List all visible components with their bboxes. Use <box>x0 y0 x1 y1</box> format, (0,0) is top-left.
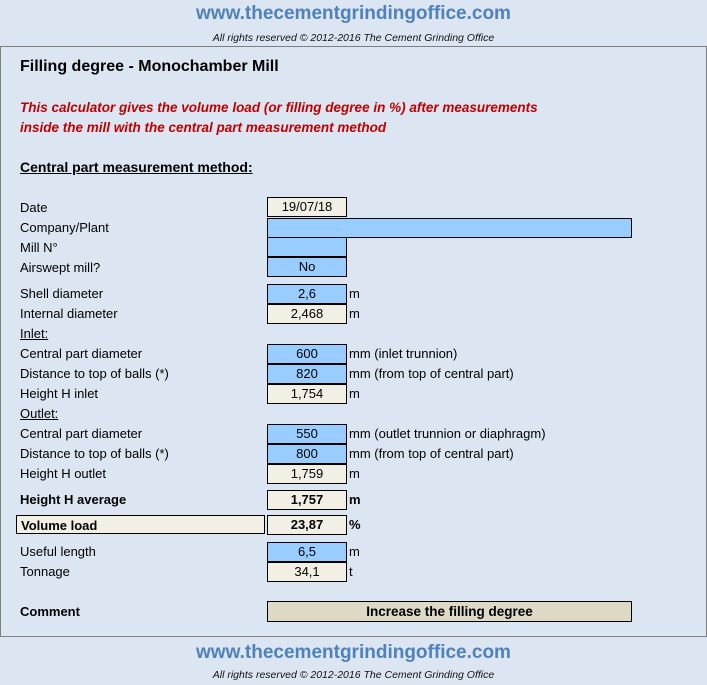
date-label: Date <box>20 200 48 215</box>
page-title: Filling degree - Monochamber Mill <box>20 58 279 75</box>
internal-diameter-value: 2,468 <box>267 304 347 324</box>
height-average-unit: m <box>349 492 361 507</box>
description-line-1: This calculator gives the volume load (or filling degree in %) after measurements <box>20 100 538 115</box>
shell-diameter-unit: m <box>349 286 360 301</box>
header-divider <box>0 46 707 47</box>
inlet-heading: Inlet: <box>20 326 49 341</box>
outlet-height-label: Height H outlet <box>20 466 106 481</box>
tonnage-label: Tonnage <box>20 564 70 579</box>
header-url: www.thecementgrindingoffice.com <box>196 3 511 24</box>
useful-length-field[interactable]: 6,5 <box>267 542 347 562</box>
useful-length-label: Useful length <box>20 544 96 559</box>
outlet-central-diameter-label: Central part diameter <box>20 426 143 441</box>
footer-copyright: All rights reserved © 2012-2016 The Cement Grinding Office <box>212 669 495 681</box>
outlet-distance-field[interactable]: 800 <box>267 444 347 464</box>
volume-load-label: Volume load <box>16 515 265 534</box>
volume-load-unit: % <box>349 517 361 532</box>
airswept-field[interactable]: No <box>267 257 347 277</box>
section-title: Central part measurement method: <box>20 159 253 175</box>
outlet-heading: Outlet: <box>20 406 59 421</box>
tonnage-value: 34,1 <box>267 562 347 582</box>
internal-diameter-unit: m <box>349 306 360 321</box>
inlet-central-diameter-unit: mm (inlet trunnion) <box>349 346 458 361</box>
inlet-distance-label: Distance to top of balls (*) <box>20 366 169 381</box>
inlet-height-unit: m <box>349 386 360 401</box>
company-label: Company/Plant <box>20 220 109 235</box>
footer-divider <box>0 636 707 637</box>
tonnage-unit: t <box>349 564 353 579</box>
mill-no-field[interactable] <box>267 237 347 257</box>
company-field[interactable] <box>267 218 632 238</box>
inlet-distance-unit: mm (from top of central part) <box>349 366 514 381</box>
inlet-height-label: Height H inlet <box>20 386 99 401</box>
shell-diameter-field[interactable]: 2,6 <box>267 284 347 304</box>
outlet-height-unit: m <box>349 466 360 481</box>
date-field[interactable]: 19/07/18 <box>267 197 347 217</box>
mill-no-label: Mill N° <box>20 240 58 255</box>
shell-diameter-label: Shell diameter <box>20 286 104 301</box>
airswept-label: Airswept mill? <box>20 260 101 275</box>
outlet-central-diameter-unit: mm (outlet trunnion or diaphragm) <box>349 426 546 441</box>
footer-url: www.thecementgrindingoffice.com <box>196 642 511 663</box>
outlet-height-value: 1,759 <box>267 464 347 484</box>
internal-diameter-label: Internal diameter <box>20 306 118 321</box>
comment-value: Increase the filling degree <box>267 601 632 622</box>
inlet-central-diameter-label: Central part diameter <box>20 346 143 361</box>
description-line-2: inside the mill with the central part measurement method <box>20 120 387 135</box>
header-copyright: All rights reserved © 2012-2016 The Cement Grinding Office <box>212 32 495 44</box>
height-average-value: 1,757 <box>267 490 347 510</box>
outlet-distance-label: Distance to top of balls (*) <box>20 446 169 461</box>
inlet-central-diameter-field[interactable]: 600 <box>267 344 347 364</box>
inlet-height-value: 1,754 <box>267 384 347 404</box>
height-average-label: Height H average <box>20 492 127 507</box>
left-border <box>0 47 1 637</box>
outlet-central-diameter-field[interactable]: 550 <box>267 424 347 444</box>
inlet-distance-field[interactable]: 820 <box>267 364 347 384</box>
comment-label: Comment <box>20 604 80 619</box>
volume-load-value: 23,87 <box>267 515 347 535</box>
useful-length-unit: m <box>349 544 360 559</box>
outlet-distance-unit: mm (from top of central part) <box>349 446 514 461</box>
